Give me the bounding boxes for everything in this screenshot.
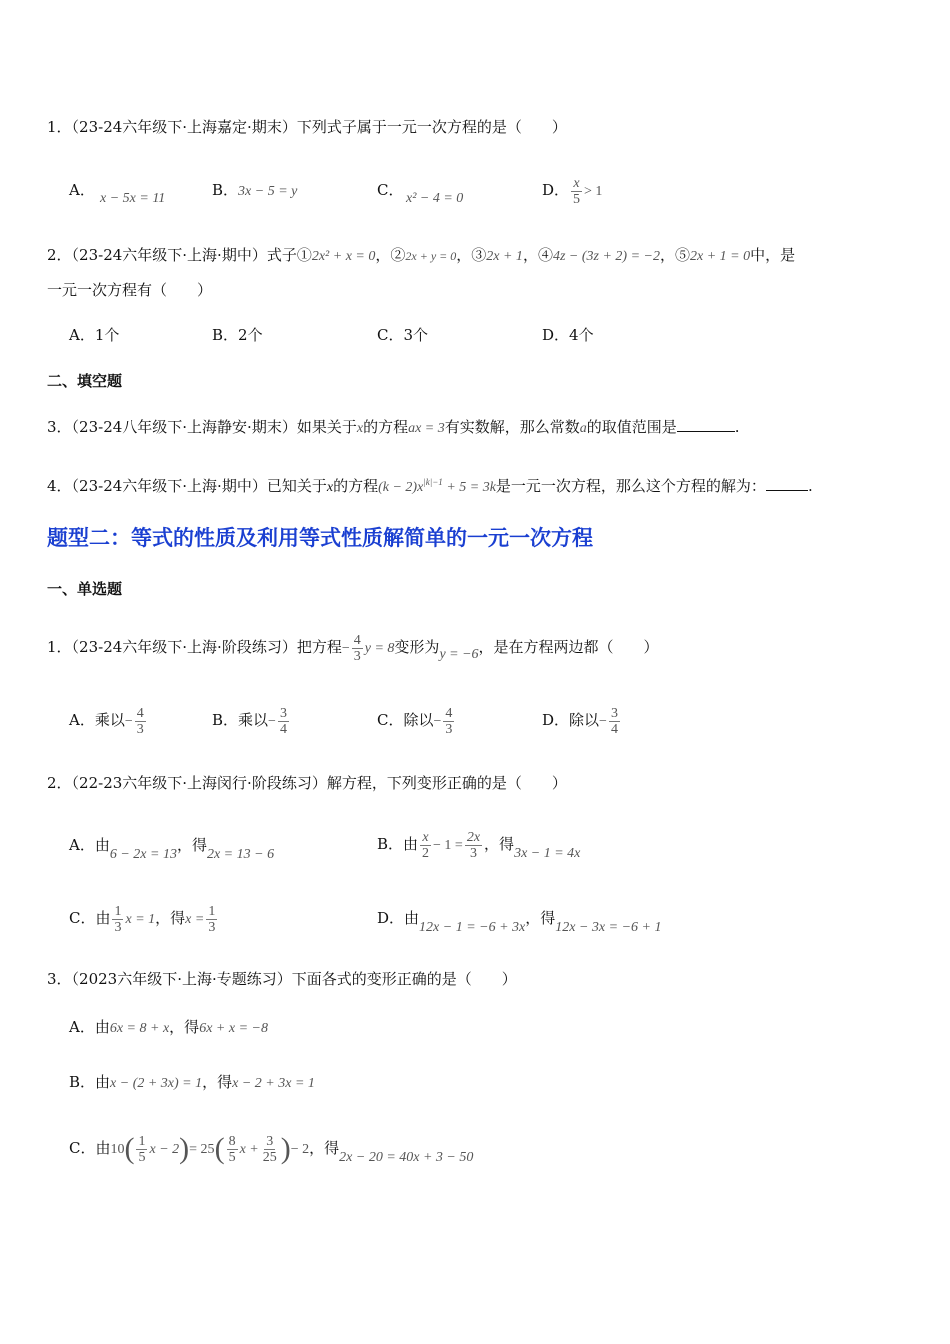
question-text: 下列式子属于一元一次方程的是（ ） (296, 118, 567, 136)
section-heading-single: 一、单选题 (47, 580, 123, 598)
answer-blank (766, 490, 808, 491)
section-heading-fill: 二、填空题 (47, 372, 123, 390)
option-c: C．3个 (377, 326, 429, 344)
option-a: A．1个 (69, 326, 120, 344)
question-1 (47, 117, 567, 137)
option-d: D．由12x − 1 = −6 + 3x，得12x − 3x = −6 + 1 (377, 909, 662, 935)
answer-blank (677, 431, 735, 432)
option-b: B．由x − (2 + 3x) = 1，得x − 2 + 3x = 1 (69, 1073, 315, 1091)
fraction: $\frac{1}{3}$ (114, 903, 122, 935)
section-title: 题型二：等式的性质及利用等式性质解简单的一元一次方程 (47, 526, 593, 550)
option-c: C． (377, 181, 404, 199)
question-2: 2．（23-24六年级下·上海·期中）式子①2x² + x = 0，②2x + y = 0，③2x + 1，④4z − (3z + 2) = −2，⑤2x + 1 = 0中，是 (47, 246, 796, 264)
fraction: $\frac{x}{5}$ (573, 175, 581, 207)
question-number: 1． (47, 118, 72, 136)
option-d: D．除以− $\frac{3}{4}$ (542, 705, 618, 737)
paren-close: ) (280, 1132, 291, 1165)
option-c: C．除以− $\frac{4}{3}$ (377, 705, 453, 737)
fraction: $\frac{3}{4}$ (279, 705, 287, 737)
option-a-expr: x − 5x = 11 (100, 191, 166, 206)
option-c: C．由 $\frac{1}{3}$ x = 1，得x = $\frac{1}{3}$ (69, 903, 216, 935)
fraction: $\frac{x}{2}$ (422, 829, 430, 861)
option-a: A．由6 − 2x = 13，得2x = 13 − 6 (69, 836, 275, 862)
problem-1: 1．（23-24六年级下·上海·阶段练习）把方程− $\frac{4}{3}$ y = 8变形为y = −6，是在方程两边都（ ） (47, 632, 659, 664)
paren-close: ) (179, 1132, 190, 1165)
option-d: D．4个 (542, 326, 594, 344)
option-c-expr: x² − 4 = 0 (406, 191, 464, 206)
fraction: $\frac{1}{3}$ (208, 903, 216, 935)
option-a: A．乘以− $\frac{4}{3}$ (69, 705, 144, 737)
option-b: B．2个 (212, 326, 263, 344)
fraction: $\frac{4}{3}$ (445, 705, 453, 737)
question-source: （23-24六年级下·上海嘉定·期末） (71, 118, 297, 136)
question-3: 3．（23-24八年级下·上海静安·期末）如果关于x的方程ax = 3有实数解，那么常数a的取值范围是 . (47, 418, 740, 436)
option-a: A． (69, 181, 95, 199)
fraction: $\frac{2x}{3}$ (466, 829, 481, 861)
paren-open: ( (124, 1132, 135, 1165)
fraction: $\frac{4}{3}$ (353, 632, 361, 664)
option-a: A．由6x = 8 + x，得6x + x = −8 (69, 1018, 268, 1036)
question-2-line2: 一元一次方程有（ ） (47, 281, 213, 299)
fraction: $\frac{3}{25}$ (262, 1133, 277, 1165)
option-d: D． $\frac{x}{5}$ > 1 (542, 175, 603, 207)
problem-2: 2．（22-23六年级下·上海闵行·阶段练习）解方程，下列变形正确的是（ ） (47, 774, 567, 792)
option-b-expr: 3x − 5 = y (238, 184, 298, 199)
option-b: B．3x − 5 = y (212, 181, 298, 199)
fraction: $\frac{1}{5}$ (138, 1133, 146, 1165)
option-b: B．乘以− $\frac{3}{4}$ (212, 705, 287, 737)
fraction: $\frac{3}{4}$ (610, 705, 618, 737)
problem-3: 3．（2023六年级下·上海·专题练习）下面各式的变形正确的是（ ） (47, 970, 517, 988)
fraction: $\frac{8}{5}$ (228, 1133, 236, 1165)
option-b: B．由 $\frac{x}{2}$ − 1 = $\frac{2x}{3}$ ，得3x − 1 = 4x (377, 829, 581, 861)
paren-open: ( (214, 1132, 225, 1165)
question-4: 4．（23-24六年级下·上海·期中）已知关于x的方程$(k - 2)x^{|k|-1} + 5 = 3k$是一元一次方程，那么这个方程的解为： . (47, 477, 813, 495)
fraction: $\frac{4}{3}$ (136, 705, 144, 737)
option-c: C．由10( $\frac{1}{5}$ x − 2)= 25( $\frac{8}{5}$ x + $\frac{3}{25}$ )− 2，得2x − 20 = 40x + 3 − 50 (69, 1132, 474, 1165)
